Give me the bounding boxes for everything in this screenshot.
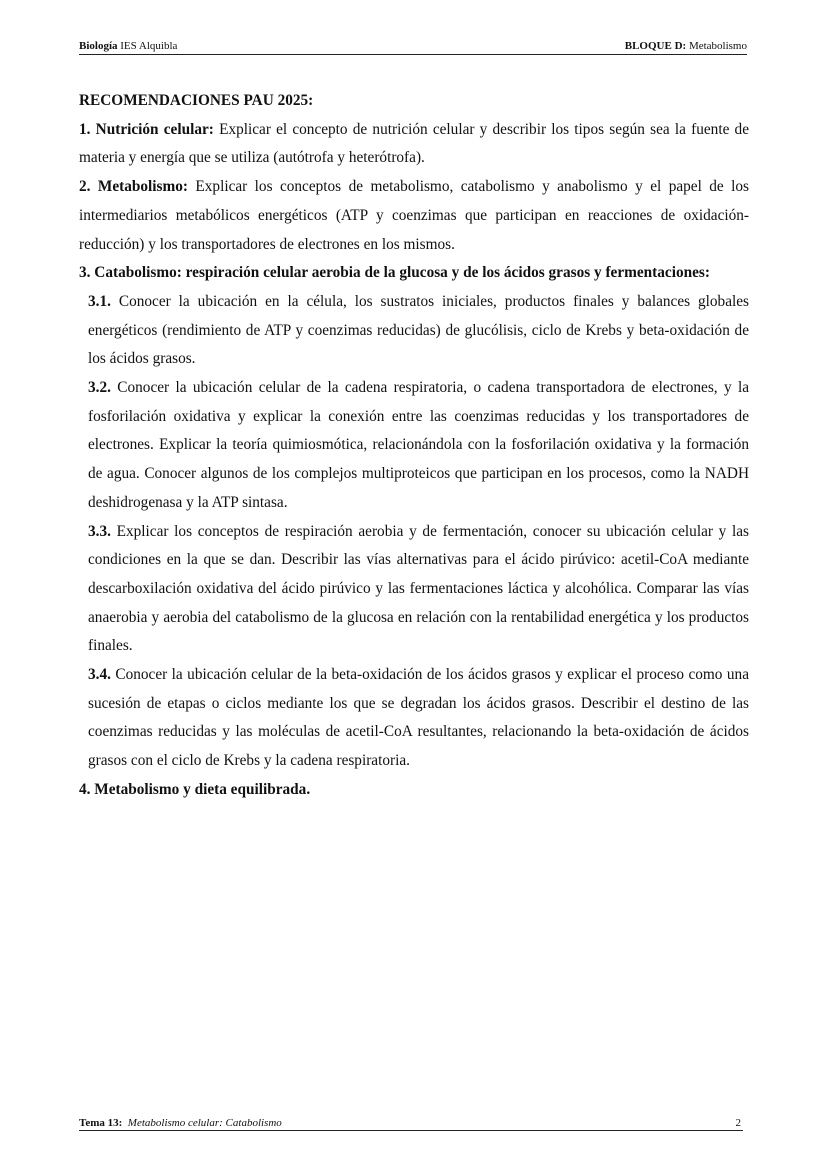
item-catabolismo — [79, 259, 749, 288]
header-block-label: BLOQUE D: — [624, 40, 687, 52]
footer-topic — [79, 1116, 282, 1130]
subitem-label: 3.2. — [88, 379, 111, 397]
item-label: 2. Metabolismo: — [79, 178, 188, 196]
item-dieta: 4. Metabolismo y dieta equilibrada. — [79, 780, 311, 798]
header-right — [625, 39, 747, 53]
page-number: 2 — [735, 1117, 741, 1129]
document-body — [79, 87, 749, 805]
subitem-3-4 — [79, 661, 749, 776]
subitem-label: 3.1. — [88, 292, 111, 310]
header-subject: Biología — [79, 40, 118, 52]
subitem-text: Explicar los conceptos de respiración aerobia y de fermentación, conocer su ubicación celular y las condiciones en la que se dan. Describir las vías alternativas para el ácido pirúvico: acetil-CoA mediante descarboxilación oxidativa del ácido pirúvico y las fermentaciones láctica y alcohólica. Comparar las vías anaerobia y aerobia del catabolismo de la glucosa en relación con la rentabilidad energética y los productos finales. — [88, 522, 749, 655]
subitem-text: Conocer la ubicación en la célula, los sustratos iniciales, productos finales y balances globales energéticos (rendimiento de ATP y coenzimas reducidas) de glucólisis, ciclo de Krebs y beta-oxidación de los ácidos grasos. — [88, 292, 749, 368]
header-left — [79, 39, 177, 53]
footer-topic-label: Tema 13: — [79, 1117, 123, 1129]
subitem-3-3 — [79, 518, 749, 662]
item-label: 3. Catabolismo: respiración celular aerobia de la glucosa y de los ácidos grasos y fermentaciones: — [79, 264, 710, 282]
subitem-3-2 — [79, 374, 749, 518]
page-header — [79, 39, 747, 55]
item-nutricion — [79, 116, 749, 173]
header-school: IES Alquibla — [117, 40, 178, 52]
item-metabolismo — [79, 173, 749, 259]
subitem-text: Conocer la ubicación celular de la beta-oxidación de los ácidos grasos y explicar el proceso como una sucesión de etapas o ciclos mediante los que se degradan los ácidos grasos. Describir el destino de las coenzimas reducidas y las moléculas de acetil-CoA resultantes, relacionando la beta-oxidación de ácidos grasos con el ciclo de Krebs y la cadena respiratoria. — [88, 666, 749, 770]
item-text: Explicar los conceptos de metabolismo, catabolismo y anabolismo y el papel de los intermediarios metabólicos energéticos (ATP y coenzimas que participan en reacciones de oxidación-reducción) y los transportadores de electrones en los mismos. — [79, 178, 749, 253]
header-block-name: Metabolismo — [686, 40, 747, 52]
section-heading: RECOMENDACIONES PAU 2025: — [79, 92, 314, 109]
item-label: 1. Nutrición celular: — [79, 120, 214, 138]
subitem-label: 3.3. — [88, 522, 111, 540]
subitem-3-1 — [79, 288, 749, 374]
item-text: Explicar el concepto de nutrición celular y describir los tipos según sea la fuente de materia y energía que se utiliza (autótrofa y heterótrofa). — [79, 120, 749, 167]
footer-topic-name: Metabolismo celular: Catabolismo — [127, 1117, 282, 1129]
page-footer — [79, 1116, 743, 1131]
subitem-text: Conocer la ubicación celular de la cadena respiratoria, o cadena transportadora de electrones, y la fosforilación oxidativa y explicar la conexión entre las coenzimas reducidas y los transportadores de electrones. Explicar la teoría quimiosmótica, relacionándola con la fosforilación oxidativa y la formación de agua. Conocer algunos de los complejos multiproteicos que participan en los procesos, como la NADH deshidrogenasa y la ATP sintasa. — [88, 379, 749, 511]
subitem-label: 3.4. — [88, 666, 111, 684]
